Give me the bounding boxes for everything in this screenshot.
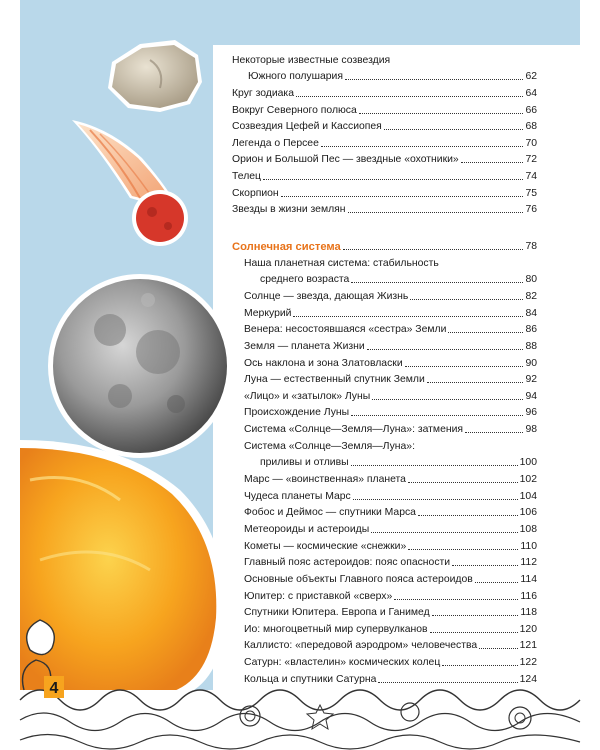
toc-entry-title: Сатурн: «властелин» космических колец (244, 657, 441, 669)
toc-entry-page: 68 (525, 121, 537, 133)
comet-illustration (72, 120, 188, 246)
toc-entry-title: Ио: многоцветный мир супервулканов (244, 623, 428, 635)
dot-leader (351, 282, 523, 283)
toc-entry-title: Ось наклона и зона Златовласки (244, 357, 403, 369)
toc-entry[interactable] (232, 403, 537, 420)
toc-entry[interactable] (232, 370, 537, 387)
toc-entry-page: 92 (525, 374, 537, 386)
toc-entry-title: Главный пояс астероидов: пояс опасности (244, 557, 451, 569)
toc-entry[interactable] (232, 353, 537, 370)
asteroid-illustration (108, 40, 202, 112)
toc-entry-page: 94 (525, 390, 537, 402)
toc-entry-title: «Лицо» и «затылок» Луны (244, 390, 371, 402)
toc-entry[interactable] (232, 503, 537, 520)
toc-entry-page: 96 (525, 407, 537, 419)
toc-entry[interactable] (232, 453, 537, 470)
toc-section-solar-system[interactable] (232, 236, 537, 253)
toc-entry-title: приливы и отливы (260, 457, 349, 469)
toc-entry-page: 86 (525, 324, 537, 336)
toc-entry-page: 62 (525, 71, 537, 83)
toc-entry-title: Орион и Большой Пес — звездные «охотники» (232, 154, 459, 166)
dot-leader (351, 415, 523, 416)
toc-entry[interactable] (232, 519, 537, 536)
section-page: 78 (525, 241, 537, 253)
dot-leader (465, 432, 523, 433)
toc-entry-page: 90 (525, 357, 537, 369)
toc-entry[interactable] (232, 50, 537, 67)
dot-leader (296, 96, 523, 97)
toc-entry[interactable] (232, 200, 537, 217)
section-title: Солнечная система (232, 241, 341, 254)
toc-entry-page: 120 (519, 623, 537, 635)
dot-leader (479, 648, 517, 649)
dot-leader (348, 212, 524, 213)
toc-entry[interactable] (232, 166, 537, 183)
toc-entry[interactable] (232, 386, 537, 403)
dot-leader (371, 532, 517, 533)
dot-leader (394, 599, 518, 600)
toc-entry[interactable] (232, 253, 537, 270)
toc-part-constellations (232, 50, 537, 216)
dot-leader (293, 316, 523, 317)
toc-entry-title: Вокруг Северного полюса (232, 104, 357, 116)
toc-entry-title: Созвездия Цефей и Кассиопея (232, 121, 382, 133)
toc-entry-page: 100 (519, 457, 537, 469)
dot-leader (343, 249, 524, 250)
toc-entry[interactable] (232, 83, 537, 100)
toc-entry-page: 80 (525, 274, 537, 286)
toc-entry-title: Скорпион (232, 187, 279, 199)
toc-entry[interactable] (232, 486, 537, 503)
toc-entry[interactable] (232, 67, 537, 84)
toc-entry-page: 102 (519, 474, 537, 486)
dot-leader (475, 582, 519, 583)
toc-part-solar-system (232, 253, 537, 686)
toc-entry-page: 70 (525, 137, 537, 149)
toc-entry-page: 64 (525, 87, 537, 99)
dot-leader (359, 113, 524, 114)
toc-entry-title: Спутники Юпитера. Европа и Ганимед (244, 607, 430, 619)
dot-leader (432, 615, 519, 616)
toc-entry-title: Телец (232, 171, 261, 183)
toc-entry-title: Луна — естественный спутник Земли (244, 374, 425, 386)
toc-entry-page: 66 (525, 104, 537, 116)
toc-entry[interactable] (232, 469, 537, 486)
toc-entry-title: Основные объекты Главного пояса астероидов (244, 573, 473, 585)
toc-entry-page: 98 (525, 424, 537, 436)
dot-leader (452, 565, 518, 566)
toc-entry-page: 110 (520, 540, 537, 552)
toc-entry-title: Система «Солнце—Земля—Луна»: (244, 440, 415, 452)
toc-entry[interactable] (232, 636, 537, 653)
toc-entry-page: 122 (519, 657, 537, 669)
toc-entry-title: Чудеса планеты Марс (244, 490, 351, 502)
toc-entry[interactable] (232, 100, 537, 117)
page-number: 4 (49, 680, 59, 697)
toc-entry[interactable] (232, 536, 537, 553)
toc-entry-page: 84 (525, 307, 537, 319)
toc-entry-title: Марс — «воинственная» планета (244, 474, 406, 486)
toc-entry-title: Метеороиды и астероиды (244, 523, 370, 535)
toc-entry[interactable] (232, 303, 537, 320)
toc-entry-title: Солнце — звезда, дающая Жизнь (244, 290, 409, 302)
toc-entry-page: 112 (520, 557, 537, 569)
dot-leader (430, 632, 518, 633)
toc-entry-page: 118 (520, 607, 537, 619)
dot-leader (321, 146, 524, 147)
toc-entry[interactable] (232, 569, 537, 586)
dot-leader (372, 399, 523, 400)
toc-entry[interactable] (232, 419, 537, 436)
toc-entry[interactable] (232, 117, 537, 134)
toc-entry-page: 108 (519, 523, 537, 535)
moon-illustration (48, 274, 232, 458)
dot-leader (410, 299, 523, 300)
toc-entry-title: Венера: несостоявшаяся «сестра» Земли (244, 324, 447, 336)
toc-entry-page: 114 (520, 573, 537, 585)
toc-entry[interactable] (232, 553, 537, 570)
toc-entry-title: Юпитер: с приставкой «сверх» (244, 590, 393, 602)
dot-leader (442, 665, 517, 666)
toc-entry-page: 74 (525, 171, 537, 183)
dot-leader (353, 499, 518, 500)
dot-leader (378, 682, 517, 683)
toc-entry-title: Звезды в жизни землян (232, 204, 346, 216)
toc-entry-page: 76 (525, 204, 537, 216)
toc-entry[interactable] (232, 652, 537, 669)
toc-entry-title: Меркурий (244, 307, 292, 319)
dot-leader (448, 332, 523, 333)
toc-entry[interactable] (232, 619, 537, 636)
table-of-contents (232, 50, 537, 686)
toc-entry-page: 72 (525, 154, 537, 166)
toc-entry-page: 121 (519, 640, 537, 652)
sun-illustration (20, 440, 226, 700)
toc-entry-page: 124 (519, 673, 537, 685)
dot-leader (405, 366, 524, 367)
toc-entry-title: Наша планетная система: стабильность (244, 257, 439, 269)
dot-leader (345, 79, 523, 80)
toc-entry-page: 82 (525, 290, 537, 302)
toc-entry[interactable] (232, 286, 537, 303)
toc-entry[interactable] (232, 603, 537, 620)
dot-leader (263, 179, 523, 180)
toc-entry-title: Система «Солнце—Земля—Луна»: затмения (244, 424, 464, 436)
toc-entry-page: 88 (525, 340, 537, 352)
toc-entry-title: Происхождение Луны (244, 407, 350, 419)
toc-entry[interactable] (232, 336, 537, 353)
toc-entry[interactable] (232, 320, 537, 337)
toc-entry-title: среднего возраста (260, 274, 350, 286)
dot-leader (281, 196, 524, 197)
toc-entry[interactable] (232, 183, 537, 200)
dot-leader (408, 482, 518, 483)
dot-leader (367, 349, 524, 350)
dot-leader (384, 129, 524, 130)
toc-entry-title: Кольца и спутники Сатурна (244, 673, 377, 685)
toc-entry[interactable] (232, 436, 537, 453)
dot-leader (427, 382, 524, 383)
dot-leader (418, 515, 518, 516)
toc-entry-title: Некоторые известные созвездия (232, 54, 391, 66)
toc-entry[interactable] (232, 150, 537, 167)
toc-entry[interactable] (232, 270, 537, 287)
toc-entry[interactable] (232, 133, 537, 150)
toc-entry-page: 116 (520, 590, 537, 602)
toc-entry-title: Фобос и Деймос — спутники Марса (244, 507, 416, 519)
toc-entry-page: 75 (525, 187, 537, 199)
toc-entry-title: Каллисто: «передовой аэродром» человечества (244, 640, 478, 652)
toc-entry-title: Кометы — космические «снежки» (244, 540, 407, 552)
toc-entry-page: 106 (519, 507, 537, 519)
dot-leader (351, 465, 518, 466)
dot-leader (461, 162, 524, 163)
toc-entry-title: Легенда о Персее (232, 137, 319, 149)
toc-entry-title: Южного полушария (248, 71, 343, 83)
dot-leader (408, 549, 518, 550)
toc-entry-title: Земля — планета Жизни (244, 340, 365, 352)
toc-entry-page: 104 (519, 490, 537, 502)
toc-entry[interactable] (232, 669, 537, 686)
toc-entry-title: Круг зодиака (232, 87, 294, 99)
toc-entry[interactable] (232, 586, 537, 603)
